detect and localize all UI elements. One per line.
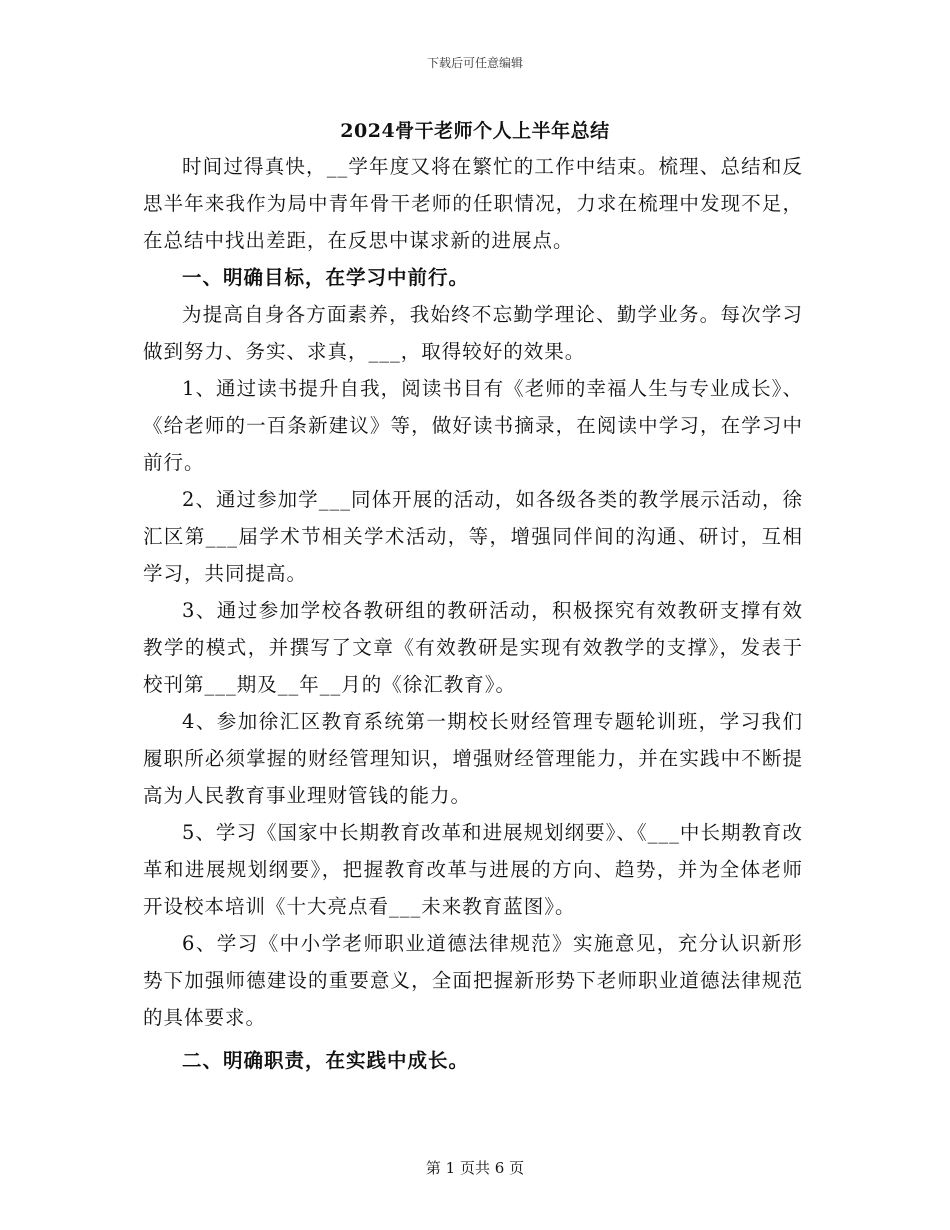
section-1-item-2: 2、通过参加学___同体开展的活动，如各级各类的教学展示活动，徐汇区第___届学术节相关学术活动，等，增强同伴间的沟通、研讨，互相学习，共同提高。 [143, 488, 803, 585]
intro-paragraph: 时间过得真快，__学年度又将在繁忙的工作中结束。梳理、总结和反思半年来我作为局中青年骨干老师的任职情况，力求在梳理中发现不足，在总结中找出差距，在反思中谋求新的进展点。 [143, 155, 803, 252]
section-1-item-5: 5、学习《国家中长期教育改革和进展规划纲要》、《___中长期教育改革和进展规划纲要》，把握教育改革与进展的方向、趋势，并为全体老师开设校本培训《十大亮点看___未来教育蓝图》。 [143, 821, 803, 918]
section-1-item-1: 1、通过读书提升自我，阅读书目有《老师的幸福人生与专业成长》、《给老师的一百条新建议》等，做好读书摘录，在阅读中学习，在学习中前行。 [143, 377, 803, 474]
section-1-heading: 一、明确目标，在学习中前行。 [182, 266, 470, 289]
document-body [143, 148, 803, 1079]
section-1-item-6: 6、学习《中小学老师职业道德法律规范》实施意见，充分认识新形势下加强师德建设的重要意义，全面把握新形势下老师职业道德法律规范的具体要求。 [143, 932, 803, 1029]
section-1-item-3: 3、通过参加学校各教研组的教研活动，积极探究有效教研支撑有效教学的模式，并撰写了文章《有效教研是实现有效教学的支撑》，发表于校刊第___期及__年__月的《徐汇教育》。 [143, 599, 803, 696]
section-1-item-4: 4、参加徐汇区教育系统第一期校长财经管理专题轮训班，学习我们履职所必须掌握的财经管理知识，增强财经管理能力，并在实践中不断提高为人民教育事业理财管钱的能力。 [143, 710, 803, 807]
document-title: 2024骨干老师个人上半年总结 [340, 120, 610, 142]
section-2-heading: 二、明确职责，在实践中成长。 [182, 1049, 470, 1072]
section-1-paragraph: 为提高自身各方面素养，我始终不忘勤学理论、勤学业务。每次学习做到努力、务实、求真，___，取得较好的效果。 [143, 303, 803, 363]
page-number: 第 1 页共 6 页 [425, 1159, 525, 1177]
header-note: 下载后可任意编辑 [426, 56, 523, 70]
